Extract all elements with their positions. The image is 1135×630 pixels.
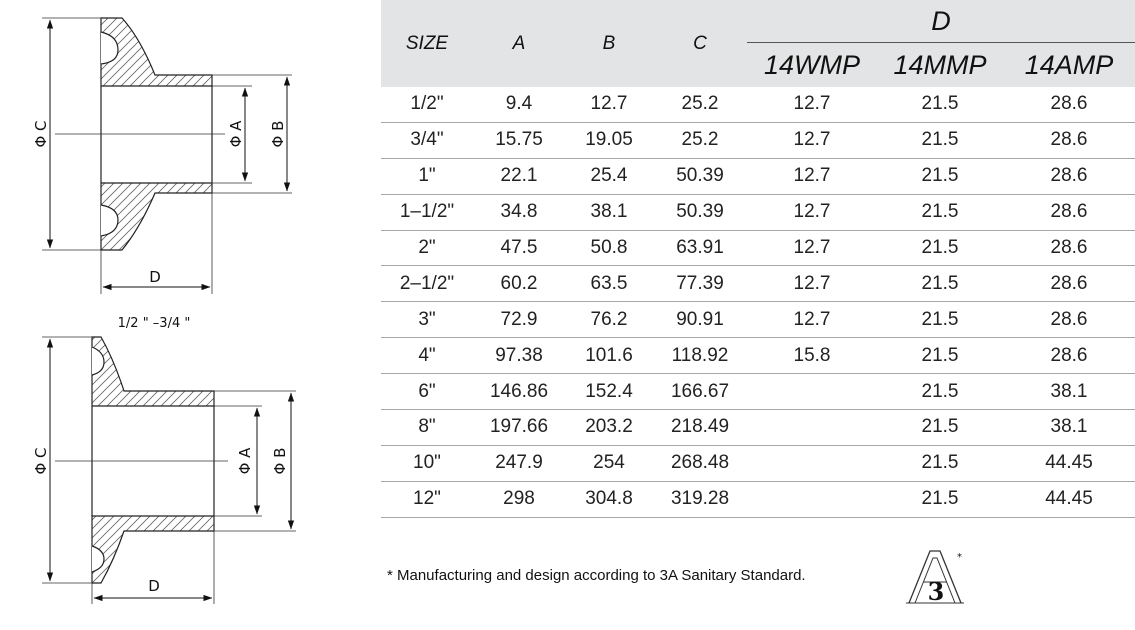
cell-amp: 44.45 (1003, 445, 1135, 481)
label-d-bottom: D (148, 577, 160, 595)
label-phi-c-top: Φ C (32, 120, 50, 148)
label-phi-b-top: Φ B (269, 120, 287, 148)
cell-b: 101.6 (565, 338, 653, 374)
cell-amp: 28.6 (1003, 87, 1135, 122)
cell-wmp: 12.7 (747, 122, 877, 158)
cell-c: 90.91 (653, 302, 747, 338)
cell-b: 76.2 (565, 302, 653, 338)
table-body (381, 87, 1135, 517)
header-c: C (653, 0, 747, 87)
header-b: B (565, 0, 653, 87)
cell-a: 197.66 (473, 410, 565, 446)
cell-b: 304.8 (565, 481, 653, 517)
upper-section (92, 337, 214, 406)
cell-amp: 28.6 (1003, 338, 1135, 374)
table-row (381, 481, 1135, 517)
cell-mmp: 21.5 (877, 122, 1003, 158)
label-phi-a-bottom: Φ A (236, 447, 254, 475)
cell-size: 1" (381, 158, 473, 194)
table-row (381, 194, 1135, 230)
cell-wmp: 12.7 (747, 230, 877, 266)
header-d: D (747, 0, 1135, 43)
cell-size: 1–1/2" (381, 194, 473, 230)
cell-mmp: 21.5 (877, 266, 1003, 302)
cell-amp: 28.6 (1003, 266, 1135, 302)
header-14wmp: 14WMP (747, 43, 877, 88)
cell-size: 1/2" (381, 87, 473, 122)
cell-wmp (747, 445, 877, 481)
cell-wmp (747, 481, 877, 517)
cell-a: 22.1 (473, 158, 565, 194)
cell-mmp: 21.5 (877, 338, 1003, 374)
header-14amp: 14AMP (1003, 43, 1135, 88)
cell-amp: 28.6 (1003, 158, 1135, 194)
header-a: A (473, 0, 565, 87)
table-row (381, 266, 1135, 302)
cell-mmp: 21.5 (877, 445, 1003, 481)
cell-c: 319.28 (653, 481, 747, 517)
technical-drawings (0, 0, 375, 630)
lower-section (92, 516, 214, 583)
cell-size: 2–1/2" (381, 266, 473, 302)
logo-numeral: 3 (927, 577, 945, 606)
cell-size: 2" (381, 230, 473, 266)
cell-a: 247.9 (473, 445, 565, 481)
cell-a: 47.5 (473, 230, 565, 266)
cell-amp: 28.6 (1003, 194, 1135, 230)
cell-c: 50.39 (653, 158, 747, 194)
cell-wmp: 12.7 (747, 266, 877, 302)
cell-b: 25.4 (565, 158, 653, 194)
table-row (381, 410, 1135, 446)
cell-mmp: 21.5 (877, 302, 1003, 338)
cell-c: 118.92 (653, 338, 747, 374)
ferrule-drawing-large (32, 337, 296, 604)
label-d-top: D (149, 268, 161, 286)
cell-wmp: 12.7 (747, 302, 877, 338)
cell-b: 203.2 (565, 410, 653, 446)
dimension-table (381, 0, 1135, 518)
cell-a: 298 (473, 481, 565, 517)
table-row (381, 338, 1135, 374)
cell-mmp: 21.5 (877, 194, 1003, 230)
cell-b: 152.4 (565, 374, 653, 410)
table-row (381, 374, 1135, 410)
cell-a: 15.75 (473, 122, 565, 158)
cell-c: 218.49 (653, 410, 747, 446)
table-row (381, 158, 1135, 194)
cell-mmp: 21.5 (877, 230, 1003, 266)
cell-c: 63.91 (653, 230, 747, 266)
cell-c: 268.48 (653, 445, 747, 481)
cell-wmp (747, 374, 877, 410)
cell-size: 10" (381, 445, 473, 481)
footnote: * Manufacturing and design according to 3A Sanitary Standard. (387, 567, 806, 584)
label-phi-b-bottom: Φ B (271, 447, 289, 475)
cell-size: 3" (381, 302, 473, 338)
cell-c: 25.2 (653, 122, 747, 158)
logo-mark: * (957, 552, 962, 563)
cell-b: 12.7 (565, 87, 653, 122)
cell-wmp: 12.7 (747, 194, 877, 230)
cell-a: 72.9 (473, 302, 565, 338)
table-row (381, 230, 1135, 266)
cell-b: 63.5 (565, 266, 653, 302)
header-14mmp: 14MMP (877, 43, 1003, 88)
cell-amp: 28.6 (1003, 230, 1135, 266)
cell-mmp: 21.5 (877, 374, 1003, 410)
cell-mmp: 21.5 (877, 87, 1003, 122)
cell-size: 3/4" (381, 122, 473, 158)
cell-a: 9.4 (473, 87, 565, 122)
cell-c: 166.67 (653, 374, 747, 410)
cell-mmp: 21.5 (877, 481, 1003, 517)
3a-logo (903, 548, 965, 606)
cell-size: 4" (381, 338, 473, 374)
cell-a: 97.38 (473, 338, 565, 374)
cell-size: 12" (381, 481, 473, 517)
table-row (381, 302, 1135, 338)
cell-amp: 44.45 (1003, 481, 1135, 517)
cell-c: 50.39 (653, 194, 747, 230)
cell-c: 25.2 (653, 87, 747, 122)
header-size: SIZE (381, 0, 473, 87)
cell-size: 8" (381, 410, 473, 446)
cell-a: 34.8 (473, 194, 565, 230)
cell-amp: 38.1 (1003, 374, 1135, 410)
cell-wmp: 15.8 (747, 338, 877, 374)
ferrule-drawing-small (32, 18, 292, 331)
cell-size: 6" (381, 374, 473, 410)
cell-wmp: 12.7 (747, 87, 877, 122)
cell-a: 146.86 (473, 374, 565, 410)
cell-wmp: 12.7 (747, 158, 877, 194)
cell-wmp (747, 410, 877, 446)
cell-amp: 38.1 (1003, 410, 1135, 446)
label-phi-c-bottom: Φ C (32, 447, 50, 475)
cell-amp: 28.6 (1003, 122, 1135, 158)
label-phi-a-top: Φ A (227, 120, 245, 148)
table-row (381, 87, 1135, 122)
cell-mmp: 21.5 (877, 158, 1003, 194)
cell-b: 254 (565, 445, 653, 481)
table-row (381, 445, 1135, 481)
cell-b: 50.8 (565, 230, 653, 266)
size-caption: 1/2 " –3/4 " (117, 316, 191, 331)
cell-b: 19.05 (565, 122, 653, 158)
cell-b: 38.1 (565, 194, 653, 230)
cell-mmp: 21.5 (877, 410, 1003, 446)
table-row (381, 122, 1135, 158)
cell-c: 77.39 (653, 266, 747, 302)
cell-amp: 28.6 (1003, 302, 1135, 338)
cell-a: 60.2 (473, 266, 565, 302)
